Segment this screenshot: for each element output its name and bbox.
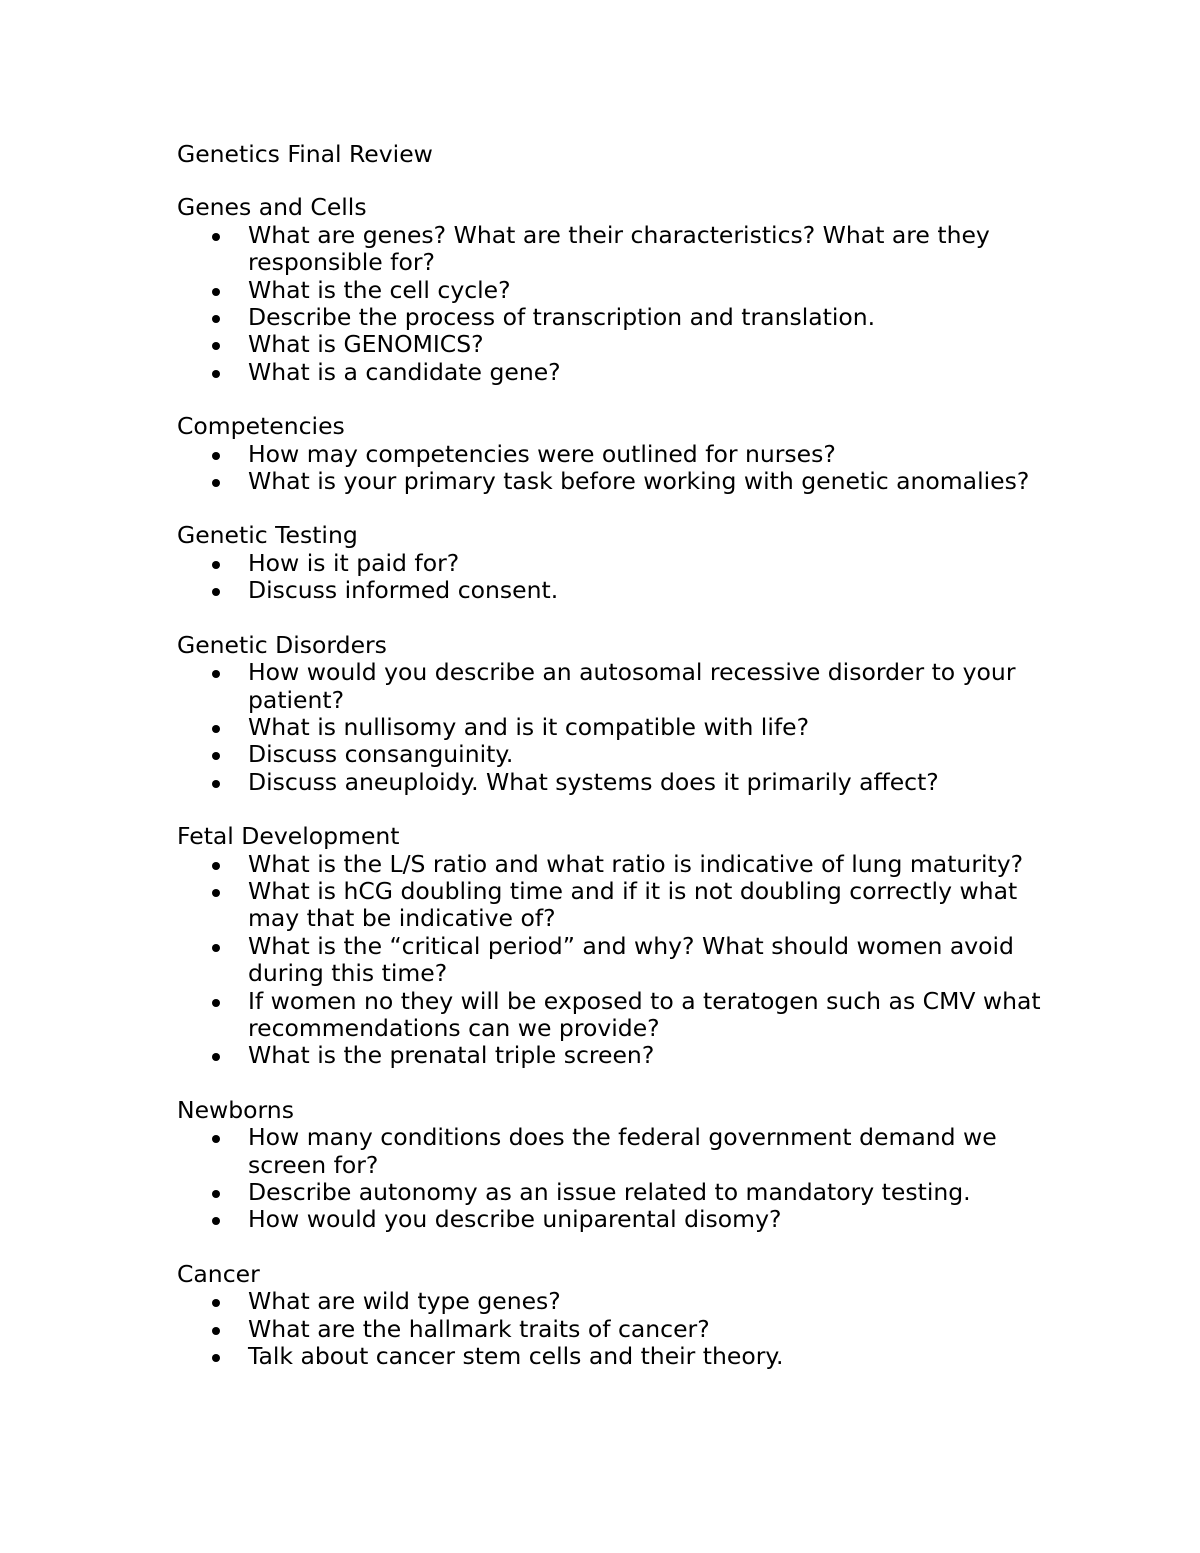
list-item: Describe autonomy as an issue related to mandatory testing. bbox=[177, 1179, 1047, 1206]
section-cancer bbox=[177, 1261, 1047, 1371]
document-title: Genetics Final Review bbox=[177, 140, 433, 168]
bullet-list bbox=[177, 441, 1047, 496]
section-heading: Genetic Testing bbox=[177, 521, 358, 550]
list-item: How many conditions does the federal government demand we screen for? bbox=[177, 1124, 1047, 1179]
list-item: If women no they will be exposed to a teratogen such as CMV what recommendations can we provide? bbox=[177, 988, 1047, 1043]
list-item: How would you describe uniparental disomy? bbox=[177, 1206, 1047, 1233]
list-item: What is the “critical period” and why? What should women avoid during this time? bbox=[177, 933, 1047, 988]
list-item: What are wild type genes? bbox=[177, 1288, 1047, 1315]
list-item: What is the L/S ratio and what ratio is indicative of lung maturity? bbox=[177, 851, 1047, 878]
list-item: What are the hallmark traits of cancer? bbox=[177, 1316, 1047, 1343]
section-genes-and-cells bbox=[177, 194, 1047, 386]
document-page bbox=[177, 141, 1047, 1397]
list-item: Discuss consanguinity. bbox=[177, 741, 1047, 768]
section-heading: Newborns bbox=[177, 1095, 294, 1124]
list-item: What are genes? What are their characteristics? What are they responsible for? bbox=[177, 222, 1047, 277]
section-fetal-development bbox=[177, 823, 1047, 1070]
list-item: How would you describe an autosomal recessive disorder to your patient? bbox=[177, 659, 1047, 714]
bullet-list bbox=[177, 1288, 1047, 1370]
section-heading: Genes and Cells bbox=[177, 193, 367, 222]
list-item: Discuss aneuploidy. What systems does it primarily affect? bbox=[177, 769, 1047, 796]
list-item: Describe the process of transcription and translation. bbox=[177, 304, 1047, 331]
list-item: Discuss informed consent. bbox=[177, 577, 1047, 604]
bullet-list bbox=[177, 1124, 1047, 1234]
bullet-list bbox=[177, 659, 1047, 796]
section-heading: Cancer bbox=[177, 1259, 260, 1288]
section-genetic-testing bbox=[177, 522, 1047, 604]
list-item: Talk about cancer stem cells and their theory. bbox=[177, 1343, 1047, 1370]
section-newborns bbox=[177, 1097, 1047, 1234]
section-competencies bbox=[177, 413, 1047, 495]
bullet-list bbox=[177, 550, 1047, 605]
list-item: What is the cell cycle? bbox=[177, 277, 1047, 304]
list-item: What is hCG doubling time and if it is not doubling correctly what may that be indicative of? bbox=[177, 878, 1047, 933]
section-heading: Fetal Development bbox=[177, 822, 400, 851]
list-item: What is GENOMICS? bbox=[177, 331, 1047, 358]
list-item: How is it paid for? bbox=[177, 550, 1047, 577]
section-heading: Genetic Disorders bbox=[177, 630, 387, 659]
list-item: What is a candidate gene? bbox=[177, 359, 1047, 386]
bullet-list bbox=[177, 851, 1047, 1070]
list-item: How may competencies were outlined for nurses? bbox=[177, 441, 1047, 468]
list-item: What is nullisomy and is it compatible with life? bbox=[177, 714, 1047, 741]
section-heading: Competencies bbox=[177, 412, 345, 441]
list-item: What is the prenatal triple screen? bbox=[177, 1042, 1047, 1069]
list-item: What is your primary task before working with genetic anomalies? bbox=[177, 468, 1047, 495]
section-genetic-disorders bbox=[177, 632, 1047, 796]
bullet-list bbox=[177, 222, 1047, 386]
